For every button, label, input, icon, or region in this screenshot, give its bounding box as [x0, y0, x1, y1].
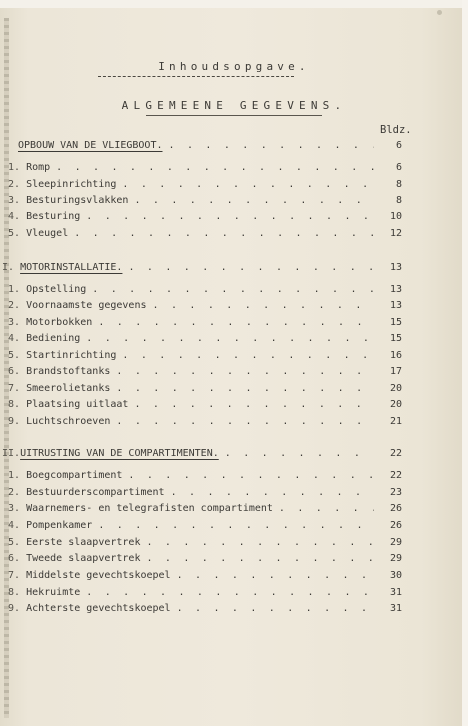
item-label: Hekruimte	[26, 587, 81, 598]
title-underline	[98, 76, 294, 77]
section-title: OPBOUW VAN DE VLIEGBOOT.	[18, 140, 163, 151]
dot-leader	[153, 300, 375, 311]
item-page: 31	[389, 587, 402, 598]
subtitle-underline	[146, 115, 322, 116]
item-page: 10	[389, 211, 402, 222]
toc-item[interactable]	[8, 284, 402, 295]
dot-leader	[279, 503, 374, 514]
toc-item[interactable]	[8, 195, 402, 206]
item-page: 29	[389, 537, 402, 548]
toc-item[interactable]	[8, 537, 402, 548]
toc-item[interactable]	[8, 317, 402, 328]
item-label: Opstelling	[26, 284, 87, 295]
dot-leader	[74, 228, 374, 239]
item-number: 2.	[8, 300, 21, 311]
toc-item[interactable]	[8, 503, 402, 514]
toc-item[interactable]	[8, 470, 402, 481]
item-number: 4.	[8, 520, 21, 531]
item-page: 6	[395, 162, 402, 173]
toc-item[interactable]	[8, 162, 402, 173]
document-title: Inhoudsopgave.	[158, 60, 310, 73]
item-page: 8	[395, 179, 402, 190]
item-page: 21	[389, 416, 402, 427]
item-number: 4.	[8, 211, 21, 222]
page-top-edge	[0, 0, 468, 8]
item-label: Plaatsing uitlaat	[26, 399, 129, 410]
item-label: Brandstoftanks	[26, 366, 111, 377]
toc-section[interactable]	[2, 448, 402, 459]
item-page: 8	[395, 195, 402, 206]
toc-item[interactable]	[8, 300, 402, 311]
dot-leader	[169, 140, 375, 151]
dot-leader	[86, 211, 374, 222]
item-number: 1.	[8, 162, 21, 173]
item-page: 13	[389, 300, 402, 311]
item-label: Sleepinrichting	[26, 179, 117, 190]
dot-leader	[122, 350, 374, 361]
item-page: 15	[389, 317, 402, 328]
item-number: 3.	[8, 195, 21, 206]
dot-leader	[128, 470, 374, 481]
item-label: Startinrichting	[26, 350, 117, 361]
item-page: 17	[389, 366, 402, 377]
item-page: 16	[389, 350, 402, 361]
item-page: 30	[389, 570, 402, 581]
toc-item[interactable]	[8, 603, 402, 614]
item-page: 26	[389, 520, 402, 531]
item-page: 20	[389, 383, 402, 394]
dot-leader	[146, 537, 374, 548]
item-page: 31	[389, 603, 402, 614]
item-number: 2.	[8, 179, 21, 190]
dot-leader	[177, 603, 374, 614]
item-number: 1.	[8, 284, 21, 295]
dot-leader	[116, 383, 374, 394]
item-number: 8.	[8, 587, 21, 598]
item-number: 8.	[8, 399, 21, 410]
dot-leader	[146, 553, 374, 564]
item-label: Waarnemers- en telegrafisten compartiment	[26, 503, 273, 514]
toc-item[interactable]	[8, 553, 402, 564]
toc-item[interactable]	[8, 366, 402, 377]
toc-item[interactable]	[8, 350, 402, 361]
item-number: 5.	[8, 537, 21, 548]
toc-item[interactable]	[8, 179, 402, 190]
item-page: 23	[389, 487, 402, 498]
item-number: 9.	[8, 603, 21, 614]
item-number: 2.	[8, 487, 21, 498]
item-label: Besturingsvlakken	[26, 195, 129, 206]
item-label: Bediening	[26, 333, 81, 344]
toc-item[interactable]	[8, 383, 402, 394]
item-number: 9.	[8, 416, 21, 427]
item-label: Eerste slaapvertrek	[26, 537, 141, 548]
item-number: 6.	[8, 366, 21, 377]
item-number: 3.	[8, 503, 21, 514]
section-page: 13	[389, 262, 402, 273]
item-label: Luchtschroeven	[26, 416, 111, 427]
item-page: 13	[389, 284, 402, 295]
section-number: I.	[2, 262, 15, 273]
item-page: 12	[389, 228, 402, 239]
paper-stain	[437, 10, 442, 15]
dot-leader	[225, 448, 374, 459]
item-number: 3.	[8, 317, 21, 328]
item-label: Bestuurderscompartiment	[26, 487, 165, 498]
dot-leader	[56, 162, 374, 173]
dot-leader	[86, 333, 374, 344]
dot-leader	[86, 587, 374, 598]
item-number: 1.	[8, 470, 21, 481]
item-number: 7.	[8, 383, 21, 394]
item-label: Achterste gevechtskoepel	[26, 603, 171, 614]
item-number: 6.	[8, 553, 21, 564]
dot-leader	[134, 399, 374, 410]
item-number: 5.	[8, 228, 21, 239]
item-label: Tweede slaapvertrek	[26, 553, 141, 564]
item-number: 7.	[8, 570, 21, 581]
toc-item[interactable]	[8, 228, 402, 239]
item-page: 29	[389, 553, 402, 564]
dot-leader	[92, 284, 374, 295]
toc-section[interactable]	[2, 262, 402, 273]
item-page: 15	[389, 333, 402, 344]
toc-item[interactable]	[8, 570, 402, 581]
toc-item[interactable]	[8, 333, 402, 344]
item-label: Besturing	[26, 211, 81, 222]
dot-leader	[98, 520, 374, 531]
dot-leader	[128, 262, 374, 273]
item-number: 4.	[8, 333, 21, 344]
section-title: MOTORINSTALLATIE.	[20, 262, 123, 273]
item-page: 20	[389, 399, 402, 410]
toc-item[interactable]	[8, 587, 402, 598]
dot-leader	[177, 570, 374, 581]
dot-leader	[116, 366, 374, 377]
dot-leader	[116, 416, 374, 427]
section-page: 6	[395, 140, 402, 151]
dot-leader	[98, 317, 374, 328]
item-label: Boegcompartiment	[26, 470, 123, 481]
item-label: Smeerolietanks	[26, 383, 111, 394]
dot-leader	[171, 487, 374, 498]
section-number: II.	[2, 448, 21, 459]
dot-leader	[134, 195, 374, 206]
toc-item[interactable]	[8, 416, 402, 427]
item-label: Pompenkamer	[26, 520, 93, 531]
item-label: Romp	[26, 162, 51, 173]
section-title: UITRUSTING VAN DE COMPARTIMENTEN.	[20, 448, 219, 459]
section-page: 22	[389, 448, 402, 459]
item-page: 22	[389, 470, 402, 481]
toc-item[interactable]	[8, 520, 402, 531]
toc-item[interactable]	[8, 399, 402, 410]
toc-item[interactable]	[8, 487, 402, 498]
item-page: 26	[389, 503, 402, 514]
dot-leader	[122, 179, 374, 190]
item-label: Vleugel	[26, 228, 69, 239]
item-label: Motorbokken	[26, 317, 93, 328]
item-number: 5.	[8, 350, 21, 361]
toc-section[interactable]	[18, 140, 402, 151]
page-column-header: Bldz.	[380, 124, 412, 136]
toc-item[interactable]	[8, 211, 402, 222]
item-label: Middelste gevechtskoepel	[26, 570, 171, 581]
document-subtitle: ALGEMEENE GEGEVENS.	[121, 99, 347, 112]
item-label: Voornaamste gegevens	[26, 300, 147, 311]
